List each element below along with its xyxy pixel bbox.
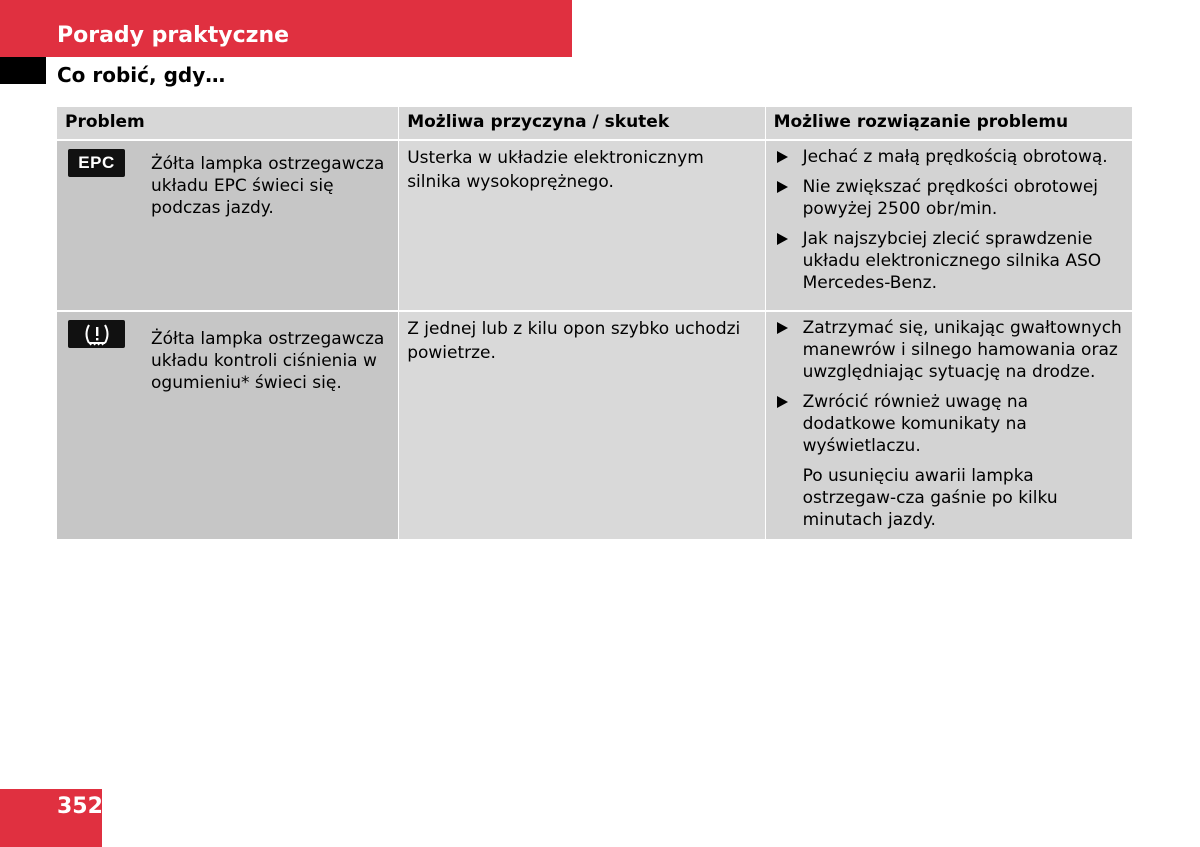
cause-cell xyxy=(399,312,765,539)
solution-item: Zatrzymać się, unikając gwałtownych manewrów i silnego hamowania oraz uwzględniając sytuację na drodze. xyxy=(774,317,1122,383)
solution-item: Nie zwiększać prędkości obrotowej powyżej 2500 obr/min. xyxy=(774,176,1122,220)
triangle-bullet-icon xyxy=(777,396,788,408)
problem-cell xyxy=(57,312,399,539)
solution-cell xyxy=(765,141,1132,310)
solution-item: Jechać z małą prędkością obrotową. xyxy=(774,146,1122,168)
solution-list xyxy=(766,141,1132,310)
solution-note: Po usunięciu awarii lampka ostrzegaw-cza gaśnie po kilku minutach jazdy. xyxy=(802,466,1058,530)
triangle-bullet-icon xyxy=(777,322,788,334)
solution-item: Jak najszybciej zlecić sprawdzenie układu elektronicznego silnika ASO Mercedes-Benz. xyxy=(774,228,1122,294)
table-row xyxy=(57,312,1132,539)
cause-text: Z jednej lub z kilu opon szybko uchodzi powietrze. xyxy=(407,319,741,363)
column-header-problem: Problem xyxy=(57,107,399,139)
cause-cell xyxy=(399,141,765,310)
triangle-bullet-icon xyxy=(777,181,788,193)
page-number: 352 xyxy=(57,794,103,819)
column-header-solution: Możliwe rozwiązanie problemu xyxy=(765,107,1132,139)
section-title: Co robić, gdy… xyxy=(57,63,226,87)
table-row xyxy=(57,141,1132,310)
triangle-bullet-icon xyxy=(777,233,788,245)
tire-pressure-warning-lamp-icon xyxy=(68,320,125,348)
troubleshooting-table xyxy=(57,107,1132,539)
section-marker xyxy=(0,57,46,84)
solution-item: Zwrócić również uwagę na dodatkowe komunikaty na wyświetlaczu. xyxy=(774,391,1122,457)
problem-text: Żółta lampka ostrzegawcza układu kontroli ciśnienia w ogumieniu* świeci się. xyxy=(151,329,385,393)
solution-cell xyxy=(765,312,1132,539)
column-header-cause: Możliwa przyczyna / skutek xyxy=(399,107,765,139)
triangle-bullet-icon xyxy=(777,151,788,163)
solution-list xyxy=(766,312,1132,539)
problem-cell xyxy=(57,141,399,310)
cause-text: Usterka w układzie elektronicznym silnika wysokoprężnego. xyxy=(407,148,704,192)
problem-text: Żółta lampka ostrzegawcza układu EPC świeci się podczas jazdy. xyxy=(151,154,385,218)
epc-warning-lamp-icon: EPC xyxy=(68,149,125,177)
table-header-row xyxy=(57,107,1132,139)
tire-pressure-icon xyxy=(80,322,114,346)
chapter-title: Porady praktyczne xyxy=(57,23,290,48)
